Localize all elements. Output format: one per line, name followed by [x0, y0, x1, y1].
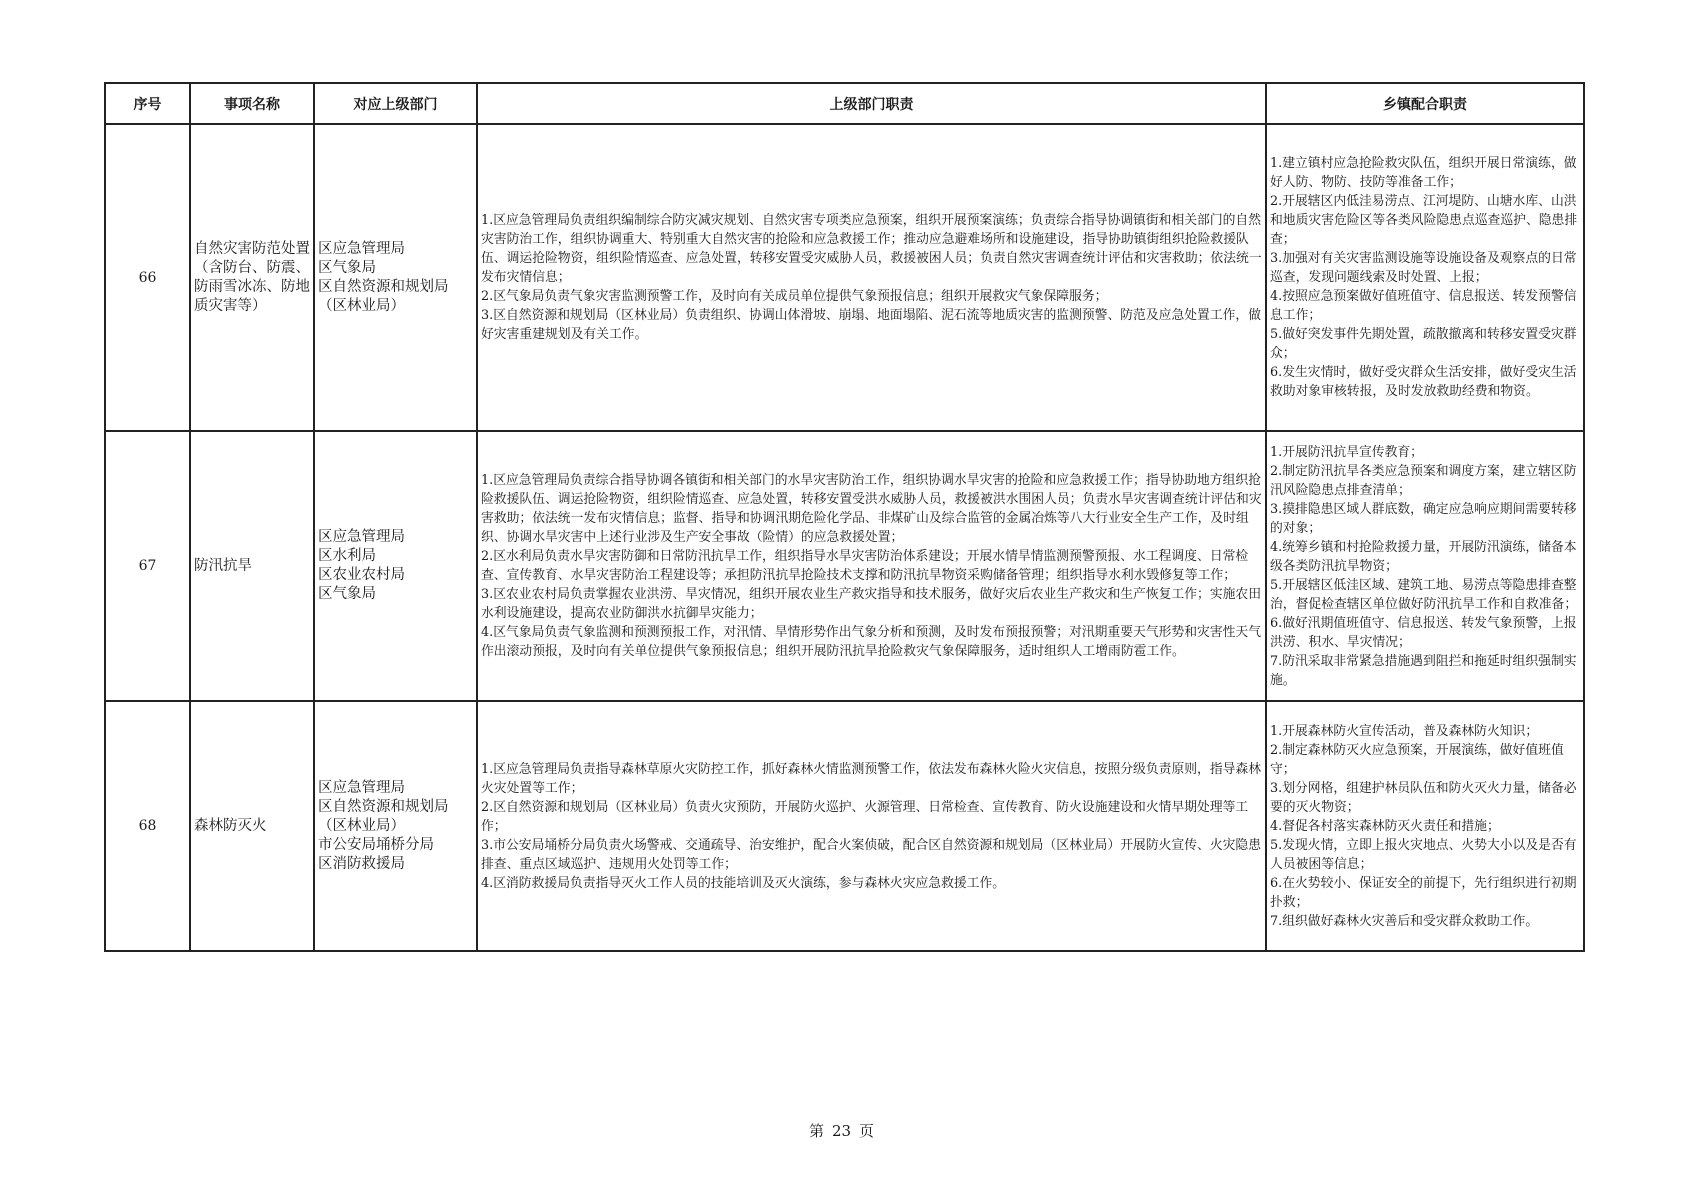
responsibility-table	[104, 82, 1585, 952]
duty-item: 1.建立镇村应急抢险救灾队伍，组织开展日常演练，做好人防、物防、技防等准备工作；	[1270, 156, 1577, 190]
duty-item: 6.在火势较小、保证安全的前提下，先行组织进行初期扑救；	[1270, 875, 1577, 910]
row-seq: 66	[105, 124, 190, 431]
header-upper-duties: 上级部门职责	[477, 83, 1266, 124]
row-item-name: 森林防灭火	[190, 701, 314, 951]
department-line: 区气象局	[318, 259, 376, 276]
duty-item: 5.做好突发事件先期处置，疏散撤离和转移安置受灾群众；	[1270, 327, 1577, 361]
duty-item: 6.做好汛期值班值守、信息报送、转发气象预警，上报洪涝、积水、旱灾情况；	[1270, 615, 1577, 650]
duty-item: 2.区自然资源和规划局（区林业局）负责火灾预防，开展防火巡护、火源管理、日常检查、宣传教育、防火设施建设和火情早期处理等工作；	[481, 799, 1249, 834]
duty-item: 2.区水利局负责水旱灾害防御和日常防汛抗旱工作，组织指导水旱灾害防治体系建设；开展水情旱情监测预警预报、水工程调度、日常检查、宣传教育、水旱灾害防治工程建设等；承担防汛抗旱抢险技术支撑和防汛抗旱物资采购储备管理；组织指导水利水毁修复等工作；	[481, 549, 1249, 583]
department-line: 市公安局埇桥分局	[318, 836, 434, 853]
table-header-row	[105, 83, 1584, 124]
row-town-duties	[1266, 431, 1584, 701]
department-line: 区自然资源和规划局（区林业局）	[318, 798, 449, 834]
duty-item: 1.开展森林防火宣传活动，普及森林防火知识；	[1270, 723, 1539, 739]
duty-item: 2.开展辖区内低洼易涝点、江河堤防、山塘水库、山洪和地质灾害危险区等各类风险隐患点巡查巡护、隐患排查；	[1270, 194, 1578, 247]
duty-item: 1.区应急管理局负责组织编制综合防灾减灾规划、自然灾害专项类应急预案，组织开展预案演练；负责综合指导协调镇街和相关部门的自然灾害防治工作，组织协调重大、特别重大自然灾害的抢险和应急救援工作；推动应急避难场所和设施建设，指导协助镇街组织抢险救援队伍、调运抢险物资，组织险情巡查、应急处置，转移安置受灾威胁人员，救援被困人员；负责自然灾害调查统计评估和灾害救助；依法统一发布灾情信息；	[481, 213, 1262, 285]
duty-item: 2.区气象局负责气象灾害监测预警工作，及时向有关成员单位提供气象预报信息；组织开展救灾气象保障服务；	[481, 289, 1108, 304]
duty-item: 3.区自然资源和规划局（区林业局）负责组织、协调山体滑坡、崩塌、地面塌陷、泥石流等地质灾害的监测预警、防范及应急处置工作，做好灾害重建规划及有关工作。	[481, 308, 1262, 342]
duty-item: 4.区消防救援局负责指导灭火工作人员的技能培训及灭火演练，参与森林火灾应急救援工作。	[481, 875, 1006, 891]
duty-item: 4.统筹乡镇和村抢险救援力量，开展防汛演练，储备本级各类防汛抗旱物资；	[1270, 539, 1577, 574]
row-departments	[314, 124, 477, 431]
row-seq: 67	[105, 431, 190, 701]
duty-item: 3.区农业农村局负责掌握农业洪涝、旱灾情况，组织开展农业生产救灾指导和技术服务，做好灾后农业生产救灾和生产恢复工作；实施农田水利设施建设，提高农业防御洪水抗御旱灾能力；	[481, 587, 1262, 621]
duty-item: 4.区气象局负责气象监测和预测预报工作，对汛情、旱情形势作出气象分析和预测，及时发布预报预警；对汛期重要天气形势和灾害性天气作出滚动预报，及时向有关单位提供气象预报信息；组织开展防汛抗旱抢险救灾气象保障服务，适时组织人工增雨防雹工作。	[481, 625, 1262, 659]
duty-item: 5.开展辖区低洼区域、建筑工地、易涝点等隐患排查整治，督促检查辖区单位做好防汛抗旱工作和自救准备；	[1270, 577, 1578, 612]
row-item-name: 自然灾害防范处置（含防台、防震、防雨雪冰冻、防地质灾害等）	[190, 124, 314, 431]
duty-item: 4.按照应急预案做好值班值守、信息报送、转发预警信息工作；	[1270, 289, 1577, 323]
row-item-name: 防汛抗旱	[190, 431, 314, 701]
duty-item: 3.摸排隐患区域人群底数，确定应急响应期间需要转移的对象；	[1270, 501, 1577, 536]
page-number: 23	[831, 1122, 852, 1140]
duty-item: 7.防汛采取非常紧急措施遇到阻拦和拖延时组织强制实施。	[1270, 653, 1577, 688]
duty-item: 6.发生灾情时，做好受灾群众生活安排，做好受灾生活救助对象审核转报，及时发放救助经费和物资。	[1270, 365, 1577, 399]
table-row	[105, 431, 1584, 701]
page-footer	[0, 1120, 1683, 1141]
duty-item: 7.组织做好森林火灾善后和受灾群众救助工作。	[1270, 913, 1539, 929]
duty-item: 4.督促各村落实森林防灭火责任和措施；	[1270, 818, 1500, 834]
duty-item: 1.开展防汛抗旱宣传教育；	[1270, 444, 1423, 460]
row-departments	[314, 431, 477, 701]
department-line: 区应急管理局	[318, 779, 405, 796]
duty-item: 2.制定防汛抗旱各类应急预案和调度方案，建立辖区防汛风险隐患点排查清单；	[1270, 463, 1577, 498]
department-line: 区应急管理局	[318, 529, 405, 545]
row-upper-duties	[477, 431, 1266, 701]
department-line: 区水利局	[318, 548, 376, 564]
department-line: 区应急管理局	[318, 240, 405, 257]
duty-item: 2.制定森林防灭火应急预案，开展演练，做好值班值守；	[1270, 742, 1564, 777]
department-line: 区自然资源和规划局（区林业局）	[318, 278, 449, 314]
table-row	[105, 124, 1584, 431]
table-row	[105, 701, 1584, 951]
department-line: 区农业农村局	[318, 567, 405, 583]
row-upper-duties	[477, 701, 1266, 951]
row-seq: 68	[105, 701, 190, 951]
row-town-duties	[1266, 124, 1584, 431]
header-department: 对应上级部门	[314, 83, 477, 124]
duty-item: 5.发现火情，立即上报火灾地点、火势大小以及是否有人员被困等信息；	[1270, 837, 1577, 872]
row-departments	[314, 701, 477, 951]
row-upper-duties	[477, 124, 1266, 431]
duty-item: 1.区应急管理局负责指导森林草原火灾防控工作，抓好森林火情监测预警工作，依法发布森林火险火灾信息，按照分级负责原则，指导森林火灾处置等工作；	[481, 761, 1262, 796]
department-line: 区消防救援局	[318, 855, 405, 872]
page-prefix: 第	[808, 1122, 824, 1140]
duty-item: 1.区应急管理局负责综合指导协调各镇街和相关部门的水旱灾害防治工作，组织协调水旱灾害的抢险和应急救援工作；指导协助地方组织抢险救援队伍、调运抢险物资，组织险情巡查、应急处置，转移安置受洪水威胁人员，救援被洪水围困人员；负责水旱灾害调查统计评估和灾害救助；依法统一发布灾情信息；监督、指导和协调汛期危险化学品、非煤矿山及综合监管的金属冶炼等八大行业安全生产工作，及时组织、协调水旱灾害中上述行业涉及生产安全事故（险情）的应急救援处置；	[481, 473, 1262, 545]
department-line: 区气象局	[318, 586, 376, 602]
duty-item: 3.市公安局埇桥分局负责火场警戒、交通疏导、治安维护，配合火案侦破，配合区自然资源和规划局（区林业局）开展防火宣传、火灾隐患排查、重点区域巡护、违规用火处罚等工作；	[481, 837, 1262, 872]
header-item-name: 事项名称	[190, 83, 314, 124]
page-suffix: 页	[859, 1122, 875, 1140]
header-town-duties: 乡镇配合职责	[1266, 83, 1584, 124]
header-seq: 序号	[105, 83, 190, 124]
duty-item: 3.划分网格，组建护林员队伍和防火灭火力量，储备必要的灭火物资；	[1270, 780, 1577, 815]
duty-item: 3.加强对有关灾害监测设施等设施设备及观察点的日常巡查，发现问题线索及时处置、上报；	[1270, 251, 1577, 285]
row-town-duties	[1266, 701, 1584, 951]
